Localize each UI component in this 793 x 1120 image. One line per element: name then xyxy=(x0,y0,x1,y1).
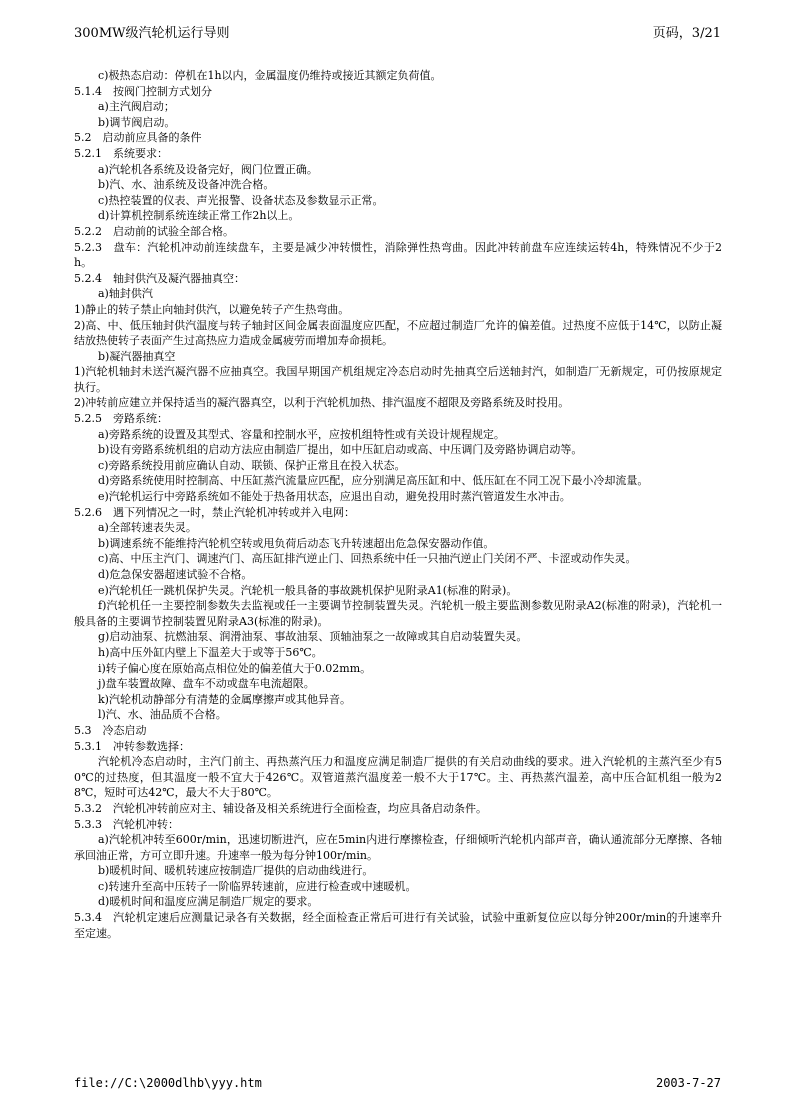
paragraph-line: a)轴封供汽 xyxy=(98,287,153,301)
page-footer xyxy=(74,1076,721,1094)
paragraph-line: 1)静止的转子禁止向轴封供汽，以避免转子产生热弯曲。 xyxy=(74,302,350,316)
paragraph-line: 2)冲转前应建立并保持适当的凝汽器真空，以利于汽轮机加热、排汽温度不超限及旁路系统及时投用。 xyxy=(74,396,570,410)
paragraph-line: b)暖机时间、暖机转速应按制造厂提供的启动曲线进行。 xyxy=(98,864,374,878)
section-line: 5.3 冷态启动 xyxy=(74,723,147,737)
paragraph-line: i)转子偏心度在原始高点相位处的偏差值大于0.02mm。 xyxy=(98,661,372,675)
section-line: 5.2.1 系统要求： xyxy=(74,146,168,160)
paragraph-line: b)调节阀启动。 xyxy=(98,115,176,129)
paragraph-line: f)汽轮机任一主要控制参数失去监视或任一主要调节控制装置失灵。汽轮机一般主要监测参数见附录A2(标准的附录)，汽轮机一般具备的主要调节控制装置见附录A3(标准的附录)。 xyxy=(74,599,722,628)
paragraph-line: g)启动油泵、抗燃油泵、润滑油泵、事故油泵、顶轴油泵之一故障或其自启动装置失灵。 xyxy=(98,630,528,644)
paragraph-line: b)汽、水、油系统及设备冲洗合格。 xyxy=(98,178,275,192)
paragraph-line: a)汽轮机冲转至600r/min，迅速切断进汽，应在5min内进行摩擦检查，仔细倾听汽轮机内部声音，确认通流部分无摩擦、各轴承回油正常，方可立即升速。升速率一般为每分钟100r/min。 xyxy=(74,833,722,862)
paragraph-line: a)旁路系统的设置及其型式、容量和控制水平，应按机组特性或有关设计规程规定。 xyxy=(98,427,505,441)
section-line: 5.2.4 轴封供汽及凝汽器抽真空： xyxy=(74,271,245,285)
paragraph-line: e)汽轮机任一跳机保护失灵。汽轮机一般具备的事故跳机保护见附录A1(标准的附录)。 xyxy=(98,583,518,597)
paragraph-line: a)全部转速表失灵。 xyxy=(98,521,197,535)
page-number: 页码，3/21 xyxy=(652,26,721,41)
paragraph-line: c)极热态启动：停机在1h以内，金属温度仍维持或接近其额定负荷值。 xyxy=(98,69,442,82)
paragraph-line: d)暖机时间和温度应满足制造厂规定的要求。 xyxy=(98,895,319,909)
document-title: 300MW级汽轮机运行导则 xyxy=(74,26,230,41)
paragraph-line: 1)汽轮机轴封未送汽凝汽器不应抽真空。我国早期国产机组规定冷态启动时先抽真空后送轴封汽，如制造厂无新规定，可仍按原规定执行。 xyxy=(74,365,722,394)
section-line: 5.3.4 汽轮机定速后应测量记录各有关数据，经全面检查正常后可进行有关试验，试验中重新复位应以每分钟200r/min的升速率升至定速。 xyxy=(74,911,722,940)
section-line: 5.2 启动前应具备的条件 xyxy=(74,131,202,145)
paragraph-line: 汽轮机冷态启动时，主汽门前主、再热蒸汽压力和温度应满足制造厂提供的有关启动曲线的要求。进入汽轮机的主蒸汽至少有50℃的过热度，但其温度一般不宜大于426℃。双管道蒸汽温度差一般不大于17℃。主、再热蒸汽温差，高中压合缸机组一般为28℃，短时可达42℃，最大不大于80℃。 xyxy=(74,755,722,800)
section-line: 5.3.3 汽轮机冲转： xyxy=(74,817,179,831)
paragraph-line: c)热控装置的仪表、声光报警、设备状态及参数显示正常。 xyxy=(98,193,384,207)
section-line: 5.2.2 启动前的试验全部合格。 xyxy=(74,224,234,238)
paragraph-line: b)设有旁路系统机组的启动方法应由制造厂提出，如中压缸启动或高、中压调门及旁路协调启动等。 xyxy=(98,443,583,457)
section-line: 5.2.6 遇下列情况之一时，禁止汽轮机冲转或并入电网： xyxy=(74,505,355,519)
paragraph-line: b)调速系统不能维持汽轮机空转或甩负荷后动态飞升转速超出危急保安器动作值。 xyxy=(98,536,495,550)
file-path: file://C:\2000dlhb\yyy.htm xyxy=(74,1076,262,1090)
paragraph-line: c)高、中压主汽门、调速汽门、高压缸排汽逆止门、回热系统中任一只抽汽逆止门关闭不严、卡涩或动作失灵。 xyxy=(98,552,637,566)
paragraph-line: e)汽轮机运行中旁路系统如不能处于热备用状态，应退出自动，避免投用时蒸汽管道发生水冲击。 xyxy=(98,490,571,504)
paragraph-line: k)汽轮机动静部分有清楚的金属摩擦声或其他异音。 xyxy=(98,692,351,706)
section-line: 5.3.1 冲转参数选择： xyxy=(74,739,190,753)
paragraph-line: a)汽轮机各系统及设备完好，阀门位置正确。 xyxy=(98,162,318,176)
paragraph-line: h)高中压外缸内壁上下温差大于或等于56℃。 xyxy=(98,645,323,659)
paragraph-line: j)盘车装置故障、盘车不动或盘车电流超限。 xyxy=(98,677,315,691)
paragraph-line: d)危急保安器超速试验不合格。 xyxy=(98,568,253,581)
section-line: 5.3.2 汽轮机冲转前应对主、辅设备及相关系统进行全面检查，均应具备启动条件。 xyxy=(74,801,487,815)
paragraph-line: 2)高、中、低压轴封供汽温度与转子轴封区间金属表面温度应匹配，不应超过制造厂允许的偏差值。过热度不应低于14℃，以防止凝结放热使转子表面产生过高热应力造成金属疲劳而增加寿命损耗。 xyxy=(74,318,722,348)
document-body xyxy=(74,68,722,941)
paragraph-line: c)转速升至高中压转子一阶临界转速前，应进行检查或中速暖机。 xyxy=(98,879,417,893)
page-header xyxy=(74,22,721,42)
paragraph-line: d)计算机控制系统连续正常工作2h以上。 xyxy=(98,209,300,223)
paragraph-line: d)旁路系统使用时控制高、中压缸蒸汽流量应匹配，应分别满足高压缸和中、低压缸在不同工况下最小冷却流量。 xyxy=(98,474,649,488)
paragraph-line: b)凝汽器抽真空 xyxy=(98,349,176,363)
paragraph-line: a)主汽阀启动； xyxy=(98,100,175,114)
paragraph-line: l)汽、水、油品质不合格。 xyxy=(98,708,227,722)
paragraph-line: c)旁路系统投用前应确认自动、联锁、保护正常且在投入状态。 xyxy=(98,458,406,472)
section-line: 5.2.5 旁路系统： xyxy=(74,412,168,426)
section-line: 5.1.4 按阀门控制方式划分 xyxy=(74,84,212,98)
print-date: 2003-7-27 xyxy=(655,1076,721,1090)
section-line: 5.2.3 盘车：汽轮机冲动前连续盘车，主要是减少冲转惯性，消除弹性热弯曲。因此冲转前盘车应连续运转4h，特殊情况不少于2h。 xyxy=(74,240,722,270)
